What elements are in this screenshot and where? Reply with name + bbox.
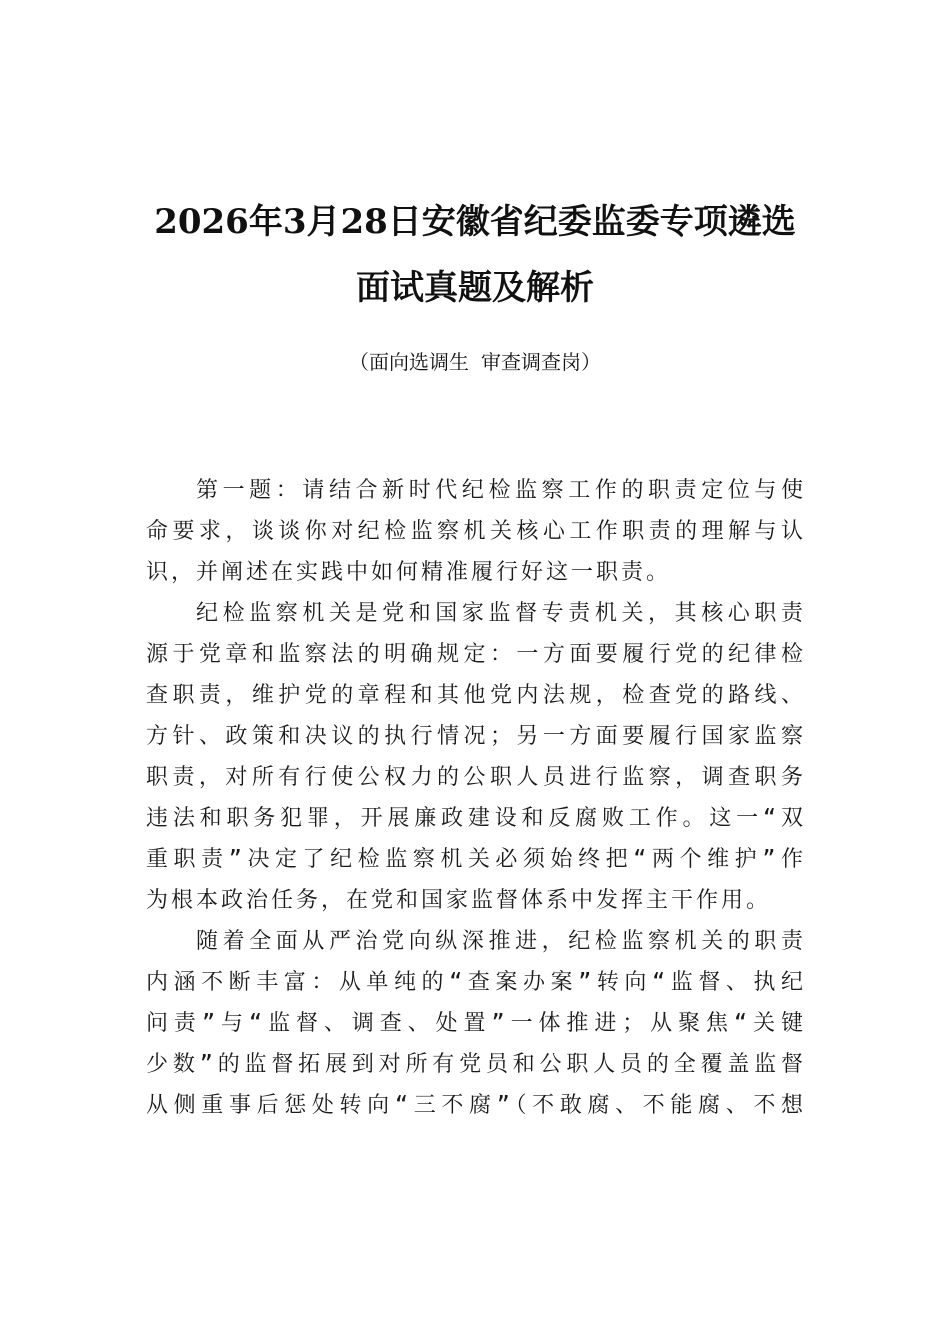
paragraph-line: 命要求，谈谈你对纪检监察机关核心工作职责的理解与认: [146, 519, 806, 544]
paragraph-line: 少数”的监督拓展到对所有党员和公职人员的全覆盖监督: [146, 1052, 806, 1077]
document-body: [146, 470, 806, 1126]
document-subtitle: （面向选调生 审查调查岗）: [348, 350, 602, 374]
document-title-line-2: 面试真题及解析: [356, 268, 594, 308]
paragraph-line: 源于党章和监察法的明确规定：一方面要履行党的纪律检: [146, 642, 806, 667]
paragraph-line: 识，并阐述在实践中如何精准履行好这一职责。: [146, 560, 672, 585]
document-title-line-1: 2026年3月28日安徽省纪委监委专项遴选: [154, 202, 796, 242]
paragraph-line: 从侧重事后惩处转向“三不腐”（不敢腐、不能腐、不想: [146, 1093, 806, 1118]
paragraph-line: 重职责”决定了纪检监察机关必须始终把“两个维护”作: [146, 847, 806, 872]
paragraph-line: 违法和职务犯罪，开展廉政建设和反腐败工作。这一“双: [146, 806, 806, 831]
paragraph-line: 内涵不断丰富：从单纯的“查案办案”转向“监督、执纪: [146, 970, 806, 995]
paragraph-line: 第一题：请结合新时代纪检监察工作的职责定位与使: [196, 478, 806, 503]
paragraph-line: 问责”与“监督、调查、处置”一体推进；从聚焦“关键: [146, 1011, 806, 1036]
paragraph-line: 为根本政治任务，在党和国家监督体系中发挥主干作用。: [146, 888, 772, 913]
paragraph-line: 职责，对所有行使公权力的公职人员进行监察，调查职务: [146, 765, 806, 790]
paragraph-line: 随着全面从严治党向纵深推进，纪检监察机关的职责: [196, 929, 806, 954]
paragraph-answer-1: [146, 593, 806, 921]
paragraph-answer-2: [146, 921, 806, 1126]
paragraph-line: 查职责，维护党的章程和其他党内法规，检查党的路线、: [146, 683, 806, 708]
paragraph-question-1: [146, 470, 806, 593]
paragraph-line: 方针、政策和决议的执行情况；另一方面要履行国家监察: [146, 724, 806, 749]
paragraph-line: 纪检监察机关是党和国家监督专责机关，其核心职责: [196, 601, 806, 626]
